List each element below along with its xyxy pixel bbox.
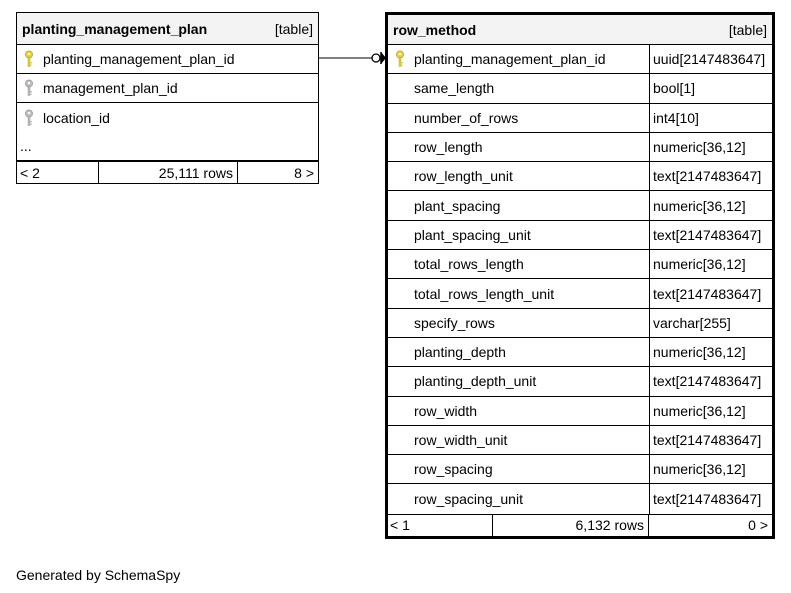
- children-count[interactable]: 8 >: [294, 164, 314, 181]
- row-method-table[interactable]: [385, 12, 775, 539]
- column-type: text[2147483647]: [649, 484, 772, 513]
- column-name: planting_depth_unit: [414, 373, 537, 390]
- column-name: number_of_rows: [414, 109, 519, 126]
- row-count: 6,132 rows: [493, 515, 649, 536]
- column-row[interactable]: [388, 191, 772, 220]
- parents-count[interactable]: < 2: [17, 162, 99, 183]
- column-type: numeric[36,12]: [649, 133, 772, 161]
- column-name: planting_management_plan_id: [43, 51, 235, 67]
- table-kind-label: [table]: [728, 21, 767, 38]
- column-name: planting_depth: [414, 344, 506, 361]
- parents-count[interactable]: < 1: [388, 515, 493, 536]
- column-type: numeric[36,12]: [649, 397, 772, 425]
- column-row[interactable]: [388, 221, 772, 250]
- column-name: total_rows_length: [414, 256, 524, 273]
- column-name: plant_spacing_unit: [414, 226, 531, 243]
- table-header: [388, 15, 772, 45]
- column-type: varchar[255]: [649, 309, 772, 337]
- table-name: row_method: [393, 21, 477, 38]
- primary-key-icon: [24, 50, 34, 68]
- table-kind-label: [table]: [274, 20, 313, 37]
- column-type: text[2147483647]: [649, 426, 772, 454]
- column-row[interactable]: [388, 162, 772, 191]
- column-type: uuid[2147483647]: [649, 45, 772, 73]
- primary-key-icon: [395, 50, 405, 68]
- more-columns: ...: [17, 132, 318, 161]
- column-type: numeric[36,12]: [649, 455, 772, 483]
- foreign-key-icon: [24, 79, 34, 97]
- generated-by-credit: Generated by SchemaSpy: [16, 567, 181, 583]
- column-type: bool[1]: [649, 74, 772, 102]
- table-footer: [388, 514, 772, 536]
- column-name: same_length: [414, 80, 495, 97]
- zero-optional-marker: [372, 54, 380, 62]
- column-row[interactable]: [388, 104, 772, 133]
- column-row[interactable]: [17, 74, 318, 103]
- column-name: specify_rows: [414, 314, 495, 331]
- column-row[interactable]: [388, 309, 772, 338]
- planting-management-plan-table[interactable]: [16, 12, 319, 184]
- children-count[interactable]: 0 >: [748, 517, 768, 534]
- column-name: total_rows_length_unit: [414, 285, 555, 302]
- column-type: text[2147483647]: [649, 279, 772, 307]
- column-name: row_width: [414, 402, 478, 419]
- column-name: plant_spacing: [414, 197, 501, 214]
- column-type: text[2147483647]: [649, 367, 772, 395]
- column-row[interactable]: [388, 45, 772, 74]
- column-row[interactable]: [388, 367, 772, 396]
- table-name: planting_management_plan: [22, 20, 208, 37]
- column-name: row_length_unit: [414, 168, 513, 185]
- column-row[interactable]: [388, 484, 772, 513]
- column-name: row_width_unit: [414, 432, 508, 448]
- column-type: numeric[36,12]: [649, 250, 772, 278]
- table-header: [17, 13, 318, 45]
- column-row[interactable]: [388, 133, 772, 162]
- column-row[interactable]: [388, 397, 772, 426]
- column-name: row_spacing_unit: [414, 491, 523, 508]
- column-row[interactable]: [388, 455, 772, 484]
- column-row[interactable]: [17, 45, 318, 74]
- column-type: text[2147483647]: [649, 162, 772, 190]
- column-row[interactable]: [388, 74, 772, 103]
- column-row[interactable]: [388, 338, 772, 367]
- column-name: planting_management_plan_id: [414, 51, 606, 68]
- row-count: 25,111 rows: [99, 162, 238, 183]
- column-row[interactable]: [17, 103, 318, 132]
- column-type: int4[10]: [649, 104, 772, 132]
- foreign-key-icon: [24, 109, 34, 127]
- column-row[interactable]: [388, 250, 772, 279]
- column-name: row_spacing: [414, 461, 493, 478]
- column-row[interactable]: [388, 279, 772, 308]
- column-name: row_length: [414, 139, 483, 156]
- column-name: location_id: [43, 109, 110, 126]
- table-footer: [17, 161, 318, 183]
- column-type: text[2147483647]: [649, 221, 772, 249]
- column-name: management_plan_id: [43, 80, 178, 96]
- column-type: numeric[36,12]: [649, 191, 772, 219]
- column-row[interactable]: [388, 426, 772, 455]
- column-type: numeric[36,12]: [649, 338, 772, 366]
